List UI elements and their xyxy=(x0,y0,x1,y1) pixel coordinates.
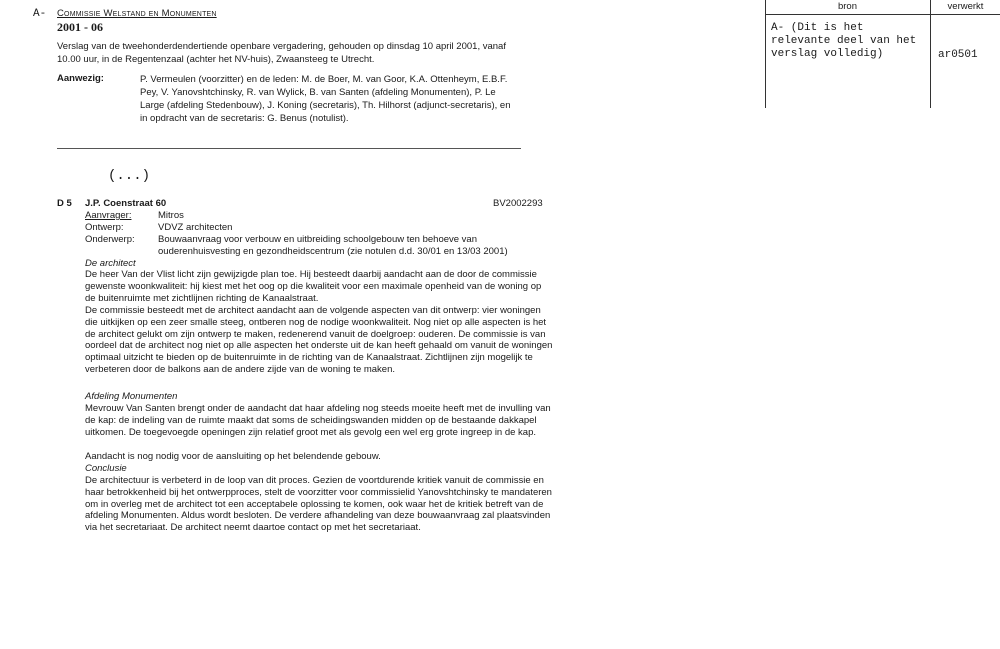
intro-text: Verslag van de tweehonderdendertiende openbare vergadering, gehouden op dinsdag 10 april 2001, vanaf 10.00 uur, in de Regentenzaal (achter het NV-huis), Zwaansteeg te Utrecht. xyxy=(57,41,506,65)
committee-name: Commissie Welstand en Monumenten xyxy=(57,8,217,19)
item-address: J.P. Coenstraat 60 xyxy=(85,198,167,209)
source-table xyxy=(765,0,1000,108)
ontwerp-value: VDVZ architecten xyxy=(158,222,233,233)
aanvrager-label: Aanvrager: xyxy=(85,210,132,221)
monumenten-heading: Afdeling Monumenten xyxy=(85,391,178,402)
item-number: D 5 xyxy=(57,198,72,209)
omission-marker: (...) xyxy=(108,168,151,184)
table-column-divider xyxy=(930,0,931,108)
separator-line xyxy=(57,148,521,149)
document-mark: A- xyxy=(33,8,47,20)
cell-verwerkt: ar0501 xyxy=(938,49,978,61)
aanvrager-value: Mitros xyxy=(158,210,184,221)
ontwerp-label: Ontwerp: xyxy=(85,222,124,233)
document-title xyxy=(57,8,217,19)
conclusie-paragraph: De architectuur is verbeterd in de loop van dit proces. Gezien de voortdurende kritiek vanuit de commissie en haar betrokkenheid bij het ontwerpproces, stelt de voorzitter voor commissielid Yanovshtchinsky te mandateren om in overleg met de architect tot een acceptabele oplossing te komen, ook waar het de kritiek betreft van de afdeling Monumenten. Aldus wordt besloten. De verdere afhandeling van deze bouwaanvraag zal plaatsvinden via het secretariaat. De architect neemt daartoe contact op met het secretariaat. xyxy=(85,475,552,534)
architect-paragraph-1: De heer Van der Vlist licht zijn gewijzigde plan toe. Hij besteedt daarbij aandacht aan de door de commissie gewenste woonkwaliteit: hij kiest met het oog op die kwaliteit voor een maximale openheid van de woning op de buitenruimte met zichtlijnen richting de Kanaalstraat. xyxy=(85,269,542,304)
monumenten-paragraph-2: Aandacht is nog nodig voor de aansluiting op het belendende gebouw. xyxy=(85,451,381,462)
item-reference: BV2002293 xyxy=(493,198,543,209)
architect-paragraph-2: De commissie besteedt met de architect aandacht aan de volgende aspecten van dit ontwerp: vier woningen die uitkijken op een zeer smalle steeg, ontberen nog de nodige woonkwaliteit. Nog niet op alle aspecten is het de architect gelukt om zijn ontwerp te maken, redenerend vanuit de doelgroep: ouderen. De commissie is van oordeel dat de architect nog niet op alle aspecten het onderste uit de kan heeft gehaald om vanuit de woningen optimaal uitzicht te bieden op de buitenruimte in de richting van de Kanaalstraat. Zichtlijnen zijn mogelijk te verbeteren door de balkons aan de andere zijde van de woning te maken. xyxy=(85,305,553,375)
present-list: P. Vermeulen (voorzitter) en de leden: M. de Boer, M. van Goor, K.A. Ottenheym, E.B.F. Pey, V. Yanovshtchinsky, R. van Wylick, B. van Santen (afdeling Monumenten), P. Le Large (afdeling Stedenbouw), J. Koning (secretaris), Th. Hilhorst (adjunct-secretaris), en in opdracht van de secretaris: G. Benus (notulist). xyxy=(140,74,511,124)
column-header-bron: bron xyxy=(837,1,857,12)
monumenten-paragraph-1: Mevrouw Van Santen brengt onder de aandacht dat haar afdeling nog steeds moeite heeft met de invulling van de kap: de indeling van de ruimte maakt dat soms de scheidingswanden midden op de bestaande dakkapel uitkomen. De toegevoegde openingen zijn relatief groot met als gevolg een wel erg grote ingreep in de kap. xyxy=(85,403,551,438)
onderwerp-label: Onderwerp: xyxy=(85,234,135,245)
architect-heading: De architect xyxy=(85,258,136,269)
onderwerp-value: Bouwaanvraag voor verbouw en uitbreiding schoolgebouw ten behoeve van ouderenhuisvesting en gezondheidscentrum (zie notulen d.d. 30/01 en 13/03 2001) xyxy=(158,234,508,257)
table-header-rule xyxy=(765,14,1000,15)
present-label: Aanwezig: xyxy=(57,73,104,84)
cell-bron: A- (Dit is het relevante deel van het verslag volledig) xyxy=(771,22,917,60)
table-left-border xyxy=(765,0,766,108)
document-number: 2001 - 06 xyxy=(57,20,103,34)
column-header-verwerkt: verwerkt xyxy=(947,1,984,12)
conclusie-heading: Conclusie xyxy=(85,463,127,474)
